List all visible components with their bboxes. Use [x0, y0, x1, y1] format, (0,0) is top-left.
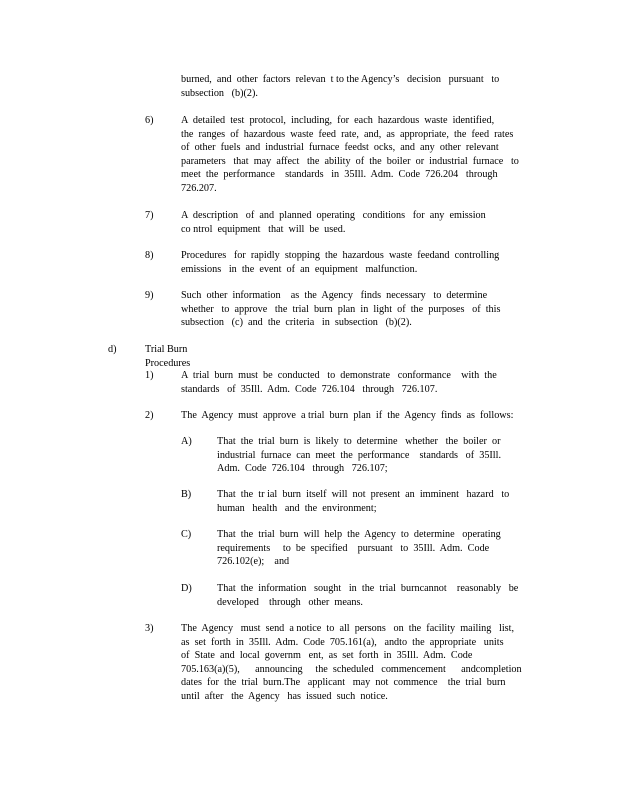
- item-number: 7): [145, 210, 154, 221]
- item-text: [181, 369, 513, 396]
- text-line: requirements to be specified pursuant to 35Ill. Adm. Code: [217, 542, 490, 554]
- item-text: [181, 114, 536, 196]
- intro-text: [181, 73, 521, 100]
- text-line: subsection (c) and the criteria in subsection (b)(2).: [181, 317, 412, 329]
- text-line: The Agency must approve a trial burn plan if the Agency finds as follows:: [181, 410, 514, 421]
- text-line: until after the Agency has issued such notice.: [181, 690, 388, 702]
- subitem-text: [217, 528, 517, 569]
- subitem-letter: A): [181, 436, 192, 447]
- text-line: A detailed test protocol, including, for each hazardous waste identified,: [181, 115, 495, 126]
- item-text: [181, 289, 511, 330]
- item-text: [181, 622, 531, 704]
- subitem-text: [217, 582, 527, 609]
- text-line: of State and local governm ent, as set forth in 35Ill. Adm. Code: [181, 650, 473, 662]
- text-line: Adm. Code 726.104 through 726.107;: [217, 463, 388, 475]
- text-line: The Agency must send a notice to all persons on the facility mailing list,: [181, 623, 515, 634]
- text-line: whether to approve the trial burn plan in light of the purposes of this: [181, 303, 501, 315]
- text-line: 705.163(a)(5), announcing the scheduled commencement andcompletion: [181, 663, 522, 675]
- text-line: the ranges of hazardous waste feed rate, and, as appropriate, the feed rates: [181, 128, 514, 140]
- section-heading: Trial Burn Procedures: [145, 344, 191, 369]
- item-text: [181, 409, 536, 423]
- text-line: A trial burn must be conducted to demonstrate conformance with the: [181, 370, 497, 381]
- item-text: [181, 209, 501, 236]
- text-line: That the trial burn is likely to determine whether the boiler or: [217, 436, 501, 447]
- item-text: [181, 249, 521, 276]
- item-number: 2): [145, 410, 154, 421]
- item-number: 8): [145, 250, 154, 261]
- item-number: 6): [145, 115, 154, 126]
- text-line: 726.207.: [181, 182, 217, 194]
- subitem-text: [217, 435, 517, 476]
- text-line: parameters that may affect the ability of the boiler or industrial furnace to: [181, 155, 519, 167]
- text-line: That the trial burn will help the Agency to determine operating: [217, 529, 501, 540]
- text-line: A description of and planned operating conditions for any emission: [181, 210, 486, 221]
- text-line: human health and the environment;: [217, 502, 377, 514]
- text-line: 726.102(e); and: [217, 556, 290, 568]
- subitem-letter: C): [181, 529, 192, 540]
- text-line: as set forth in 35Ill. Adm. Code 705.161(a), andto the appropriate units: [181, 636, 504, 648]
- text-line: co ntrol equipment that will be used.: [181, 223, 346, 235]
- subitem-letter: D): [181, 583, 192, 594]
- text-line: dates for the trial burn.The applicant may not commence the trial burn: [181, 677, 506, 689]
- text-line: standards of 35Ill. Adm. Code 726.104 through 726.107.: [181, 383, 438, 395]
- text-line: Such other information as the Agency finds necessary to determine: [181, 290, 488, 301]
- subitem-letter: B): [181, 489, 192, 500]
- text-line: Procedures for rapidly stopping the hazardous waste feedand controlling: [181, 250, 500, 261]
- text-line: emissions in the event of an equipment malfunction.: [181, 263, 418, 275]
- text-line: industrial furnace can meet the performance standards of 35Ill.: [217, 449, 502, 461]
- subitem-text: [217, 488, 522, 515]
- text-line: That the information sought in the trial burncannot reasonably be: [217, 583, 519, 594]
- section-letter: d): [108, 344, 117, 355]
- item-number: 3): [145, 623, 154, 634]
- text-line: burned, and other factors relevan t to the Agency’s decision pursuant to: [181, 74, 500, 85]
- text-line: That the tr ial burn itself will not present an imminent hazard to: [217, 489, 510, 500]
- item-number: 1): [145, 370, 154, 381]
- text-line: subsection (b)(2).: [181, 87, 258, 99]
- item-number: 9): [145, 290, 154, 301]
- text-line: of other fuels and industrial furnace feedst ocks, and any other relevant: [181, 142, 499, 154]
- text-line: meet the performance standards in 35Ill. Adm. Code 726.204 through: [181, 169, 498, 181]
- text-line: developed through other means.: [217, 596, 363, 608]
